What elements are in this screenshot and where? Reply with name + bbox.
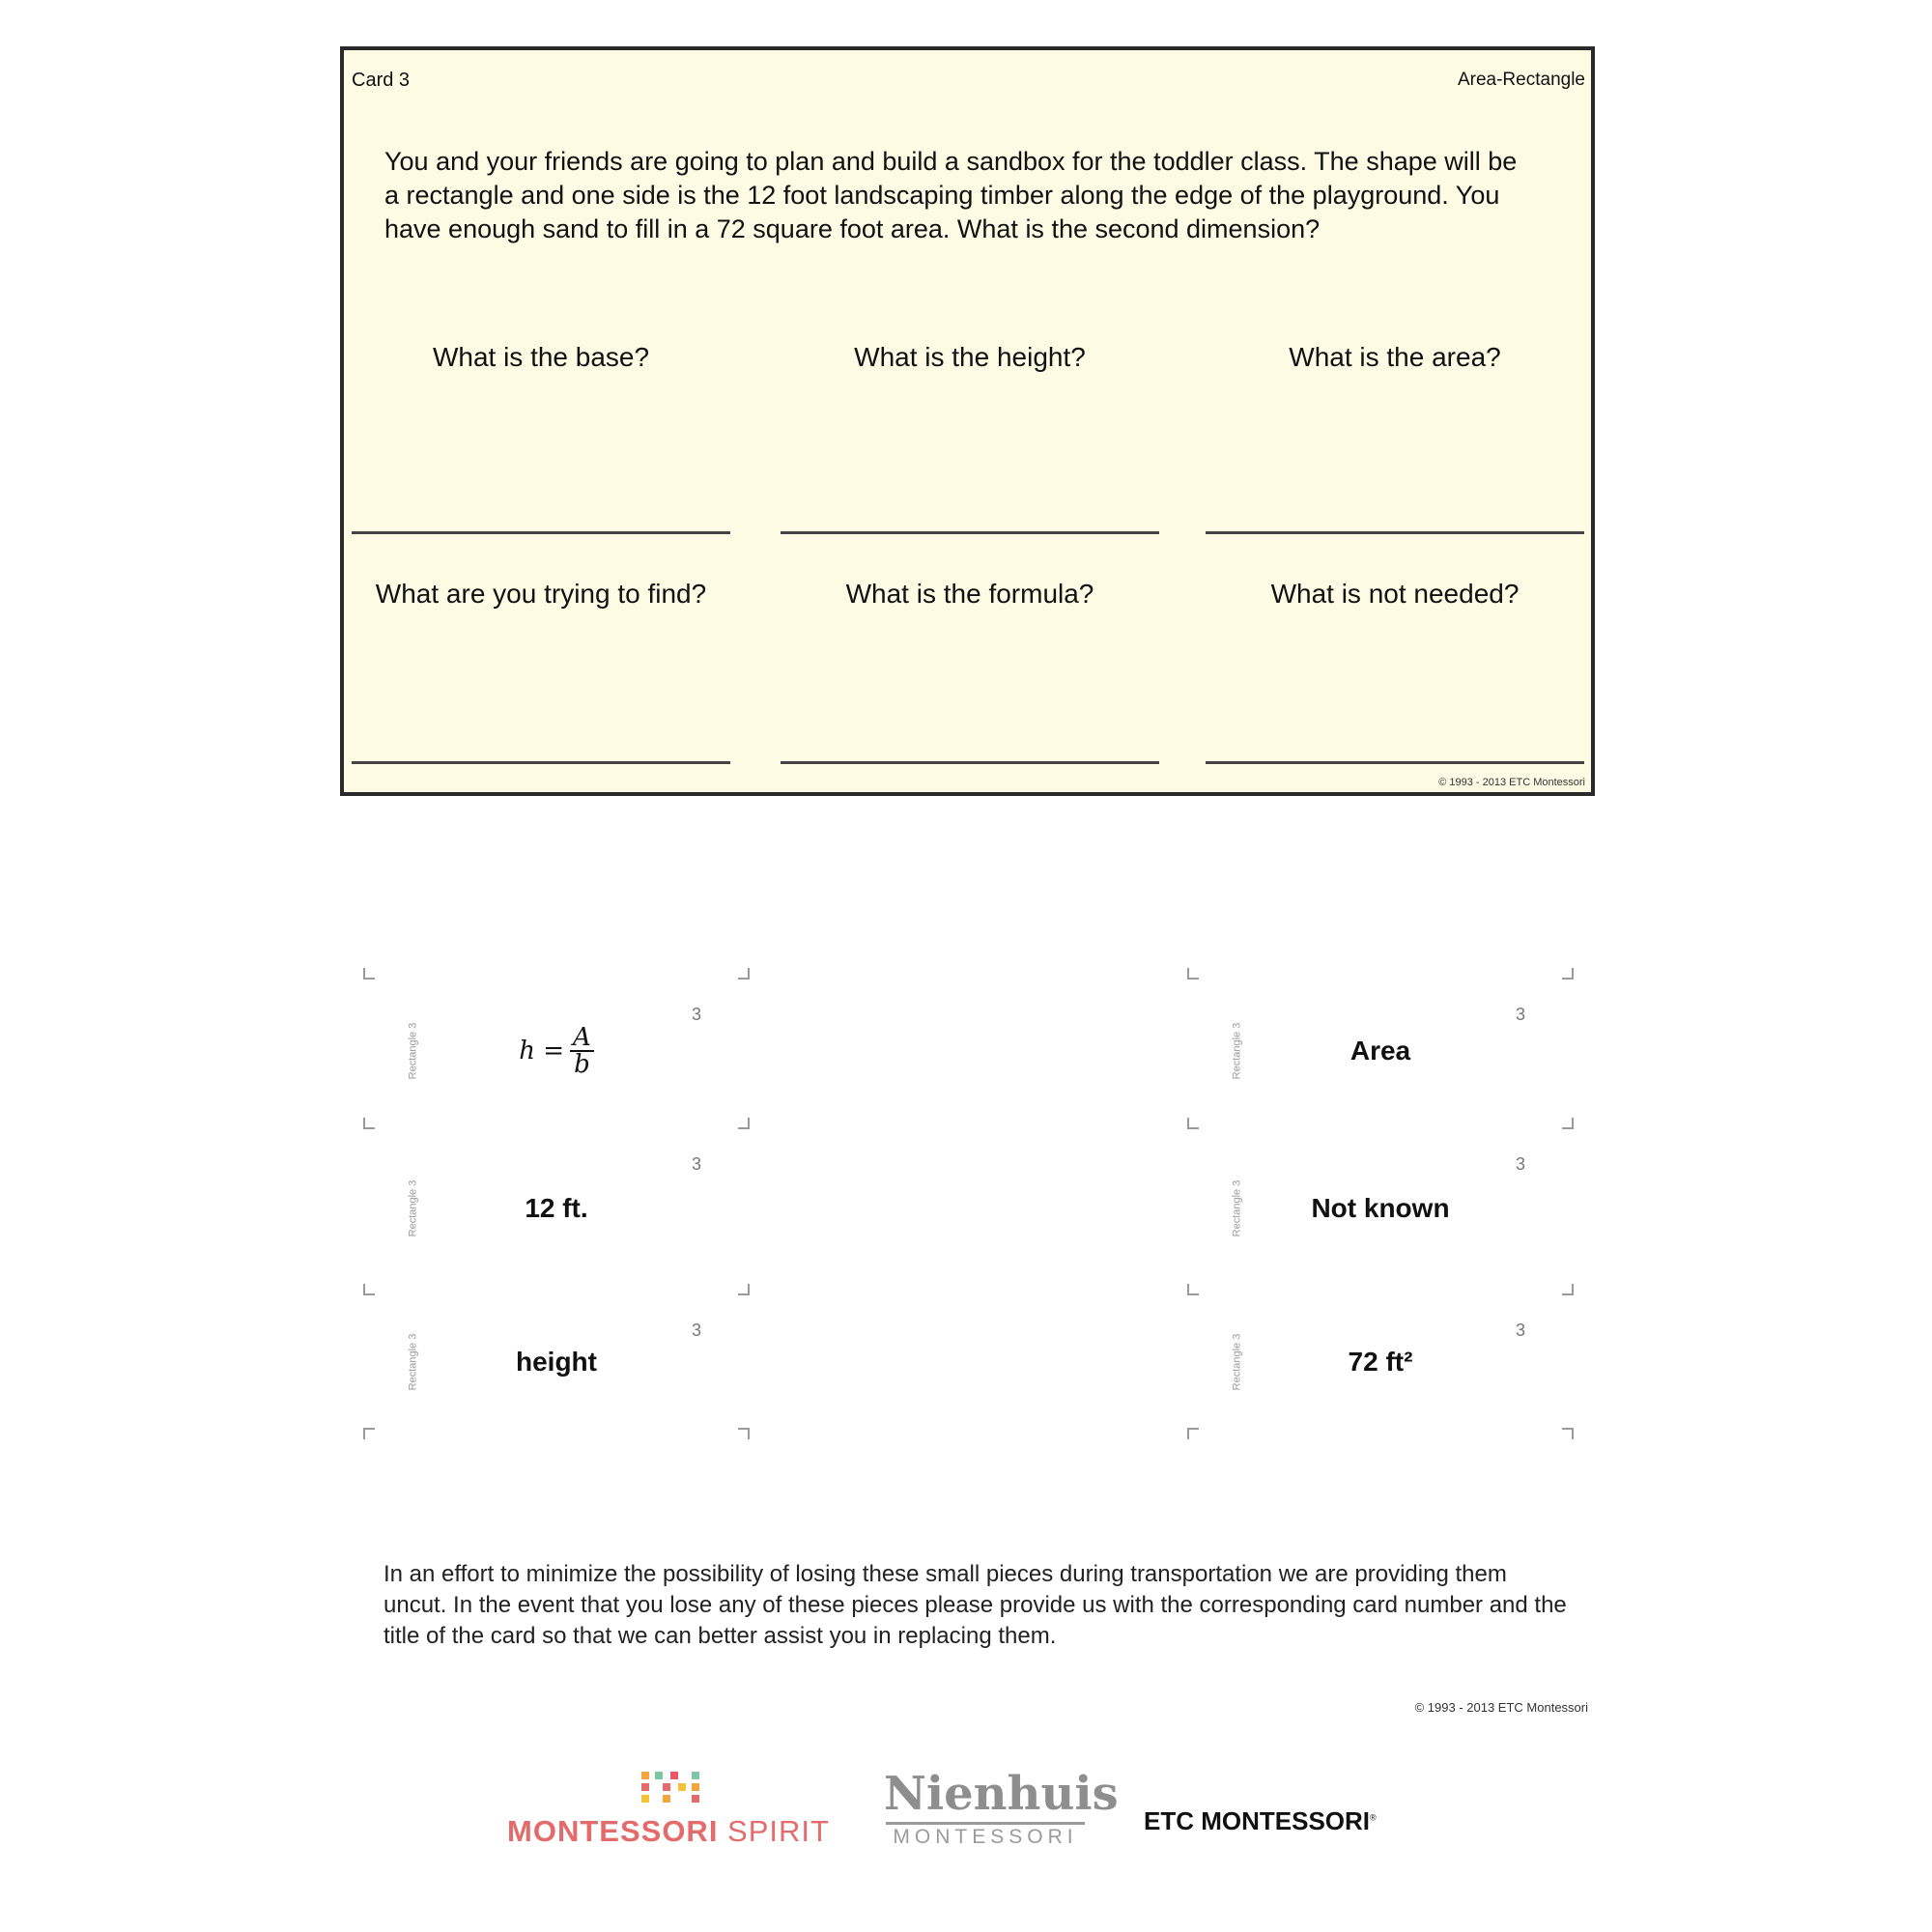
piece-answer: Area xyxy=(1350,1035,1411,1065)
piece-number: 3 xyxy=(691,1154,701,1174)
piece-label: Rectangle 3 xyxy=(1231,1333,1243,1390)
answer-piece-find-value xyxy=(1201,976,1560,1125)
cut-mark xyxy=(738,1118,750,1129)
answer-piece-formula xyxy=(377,976,736,1125)
question-not-needed: What is not needed? xyxy=(1270,579,1520,609)
cut-mark xyxy=(1562,1284,1574,1295)
question-formula: What is the formula? xyxy=(845,579,1094,609)
piece-number: 3 xyxy=(1515,1154,1525,1174)
piece-label: Rectangle 3 xyxy=(1231,1022,1243,1079)
answer-piece-not-needed xyxy=(1201,1125,1560,1292)
cut-mark xyxy=(1562,1118,1574,1129)
montessori-spirit-logo xyxy=(504,1768,833,1855)
cut-mark xyxy=(363,968,375,980)
registered-mark: ® xyxy=(1370,1812,1377,1823)
card-number: Card 3 xyxy=(352,70,411,91)
question-area: What is the area? xyxy=(1289,342,1501,372)
answer-line-height xyxy=(781,531,1159,534)
question-height: What is the height? xyxy=(854,342,1086,372)
cut-mark xyxy=(1187,968,1199,980)
question-find: What are you trying to find? xyxy=(375,579,707,609)
answer-strip-left xyxy=(377,976,736,1432)
question-base: What is the base? xyxy=(432,342,650,372)
answer-line-area xyxy=(1206,531,1584,534)
cut-mark xyxy=(738,968,750,980)
formula-h-equals-a-over-b xyxy=(519,1022,594,1079)
task-card xyxy=(340,46,1595,796)
spirit-light: SPIRIT xyxy=(718,1814,830,1848)
formula-numerator: A xyxy=(570,1025,594,1052)
piece-label: Rectangle 3 xyxy=(407,1333,419,1390)
card-topic: Area-Rectangle xyxy=(1457,70,1585,90)
answer-line-find xyxy=(352,761,730,764)
formula-denominator: b xyxy=(574,1049,590,1079)
cut-mark xyxy=(1187,1118,1199,1129)
card-problem-text: You and your friends are going to plan and build a sandbox for the toddler class. The shape will be a rectangle and one side is the 12 foot landscaping timber along the edge of the playground. You have enough sand to fill in a 72 square foot area. What is the second dimension? xyxy=(384,147,1518,243)
cut-mark xyxy=(1562,968,1574,980)
cut-mark xyxy=(738,1428,750,1439)
cut-mark xyxy=(363,1118,375,1129)
piece-answer: 72 ft² xyxy=(1348,1346,1413,1377)
cut-mark xyxy=(1562,1428,1574,1439)
spirit-bold: MONTESSORI xyxy=(507,1814,719,1848)
piece-number: 3 xyxy=(691,1321,701,1340)
nienhuis-sub: MONTESSORI xyxy=(893,1826,1078,1848)
shipping-note: In an effort to minimize the possibility of losing these small pieces during transportation we are providing them uncut. In the event that you lose any of these pieces please provide us with the corresponding card number and the title of the card so that we can better assist you in replacing them. xyxy=(384,1561,1567,1649)
answer-piece-area xyxy=(1201,1292,1560,1432)
answer-line-formula xyxy=(781,761,1159,764)
piece-answer: Not known xyxy=(1311,1193,1450,1223)
etc-montessori-logo xyxy=(1144,1806,1377,1836)
nienhuis-name: Nienhuis xyxy=(884,1767,1119,1821)
brand-logos xyxy=(0,1768,1932,1884)
piece-label: Rectangle 3 xyxy=(407,1179,419,1237)
piece-answer: height xyxy=(516,1346,597,1377)
etc-name: ETC MONTESSORI xyxy=(1144,1806,1371,1835)
piece-answer: 12 ft. xyxy=(525,1193,588,1223)
cut-mark xyxy=(1187,1284,1199,1295)
montessori-spirit-mark-icon xyxy=(639,1768,701,1808)
answer-line-base xyxy=(352,531,730,534)
footer-copyright: © 1993 - 2013 ETC Montessori xyxy=(1414,1700,1588,1715)
answer-strip-right xyxy=(1201,976,1560,1432)
cut-mark xyxy=(363,1284,375,1295)
answer-line-not-needed xyxy=(1206,761,1584,764)
cut-mark xyxy=(1187,1428,1199,1439)
formula-lhs: h = xyxy=(519,1036,564,1065)
nienhuis-logo xyxy=(884,1767,1119,1855)
answer-piece-find xyxy=(377,1292,736,1432)
piece-number: 3 xyxy=(1515,1321,1525,1340)
piece-label: Rectangle 3 xyxy=(1231,1179,1243,1237)
answer-piece-base xyxy=(377,1125,736,1292)
piece-number: 3 xyxy=(691,1005,701,1024)
piece-number: 3 xyxy=(1515,1005,1525,1024)
cut-mark xyxy=(738,1284,750,1295)
cut-mark xyxy=(363,1428,375,1439)
piece-label: Rectangle 3 xyxy=(407,1022,419,1079)
card-copyright: © 1993 - 2013 ETC Montessori xyxy=(1438,777,1585,788)
